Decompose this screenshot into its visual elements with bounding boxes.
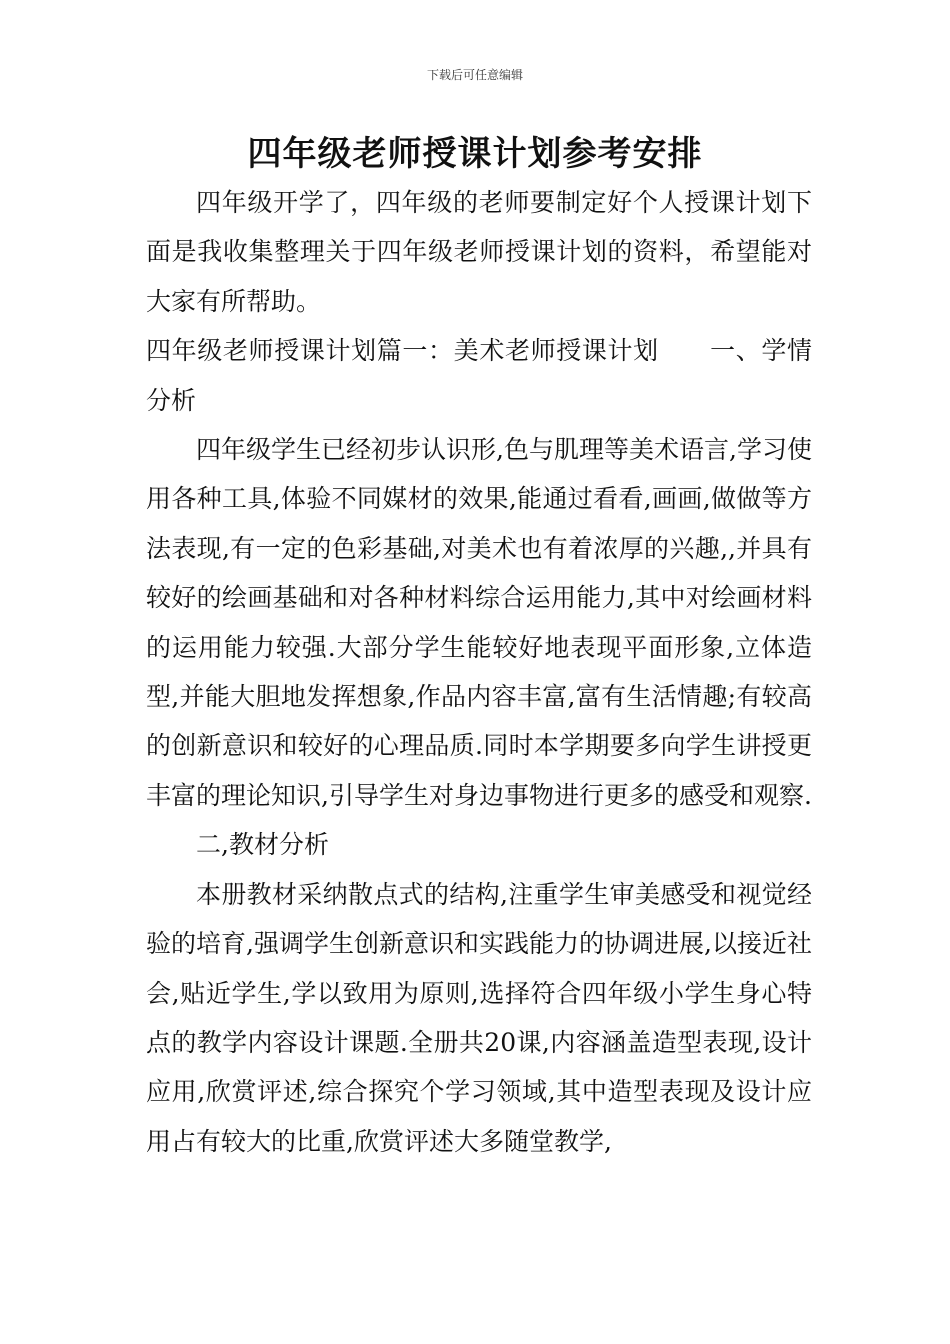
- document-title: 四年级老师授课计划参考安排: [247, 134, 703, 174]
- section-heading-1: 四年级老师授课计划篇一：美术老师授课计划 一、学情分析: [146, 336, 812, 415]
- paragraph-textbook-analysis: 本册教材采纳散点式的结构,注重学生审美感受和视觉经验的培育,强调学生创新意识和实践能力的协调进展,以接近社会,贴近学生,学以致用为原则,选择符合四年级小学生身心特点的教学内容设计课题.全册共20课,内容涵盖造型表现,设计应用,欣赏评述,综合探究个学习领域,其中造型表现及设计应用占有较大的比重,欣赏评述大多随堂教学,: [146, 879, 812, 1156]
- document-body: [146, 178, 812, 1166]
- paragraph-student-analysis: 四年级学生已经初步认识形,色与肌理等美术语言,学习使用各种工具,体验不同媒材的效果,能通过看看,画画,做做等方法表现,有一定的色彩基础,对美术也有着浓厚的兴趣,,并具有较好的绘画基础和对各种材料综合运用能力,其中对绘画材料的运用能力较强.大部分学生能较好地表现平面形象,立体造型,并能大胆地发挥想象,作品内容丰富,富有生活情趣;有较高的创新意识和较好的心理品质.同时本学期要多向学生讲授更丰富的理论知识,引导学生对身边事物进行更多的感受和观察.: [146, 435, 812, 810]
- section-heading-2: 二,教材分析: [196, 830, 329, 860]
- header-note: 下载后可任意编辑: [426, 68, 523, 82]
- paragraph-intro: 四年级开学了，四年级的老师要制定好个人授课计划下面是我收集整理关于四年级老师授课计划的资料，希望能对大家有所帮助。: [146, 188, 812, 316]
